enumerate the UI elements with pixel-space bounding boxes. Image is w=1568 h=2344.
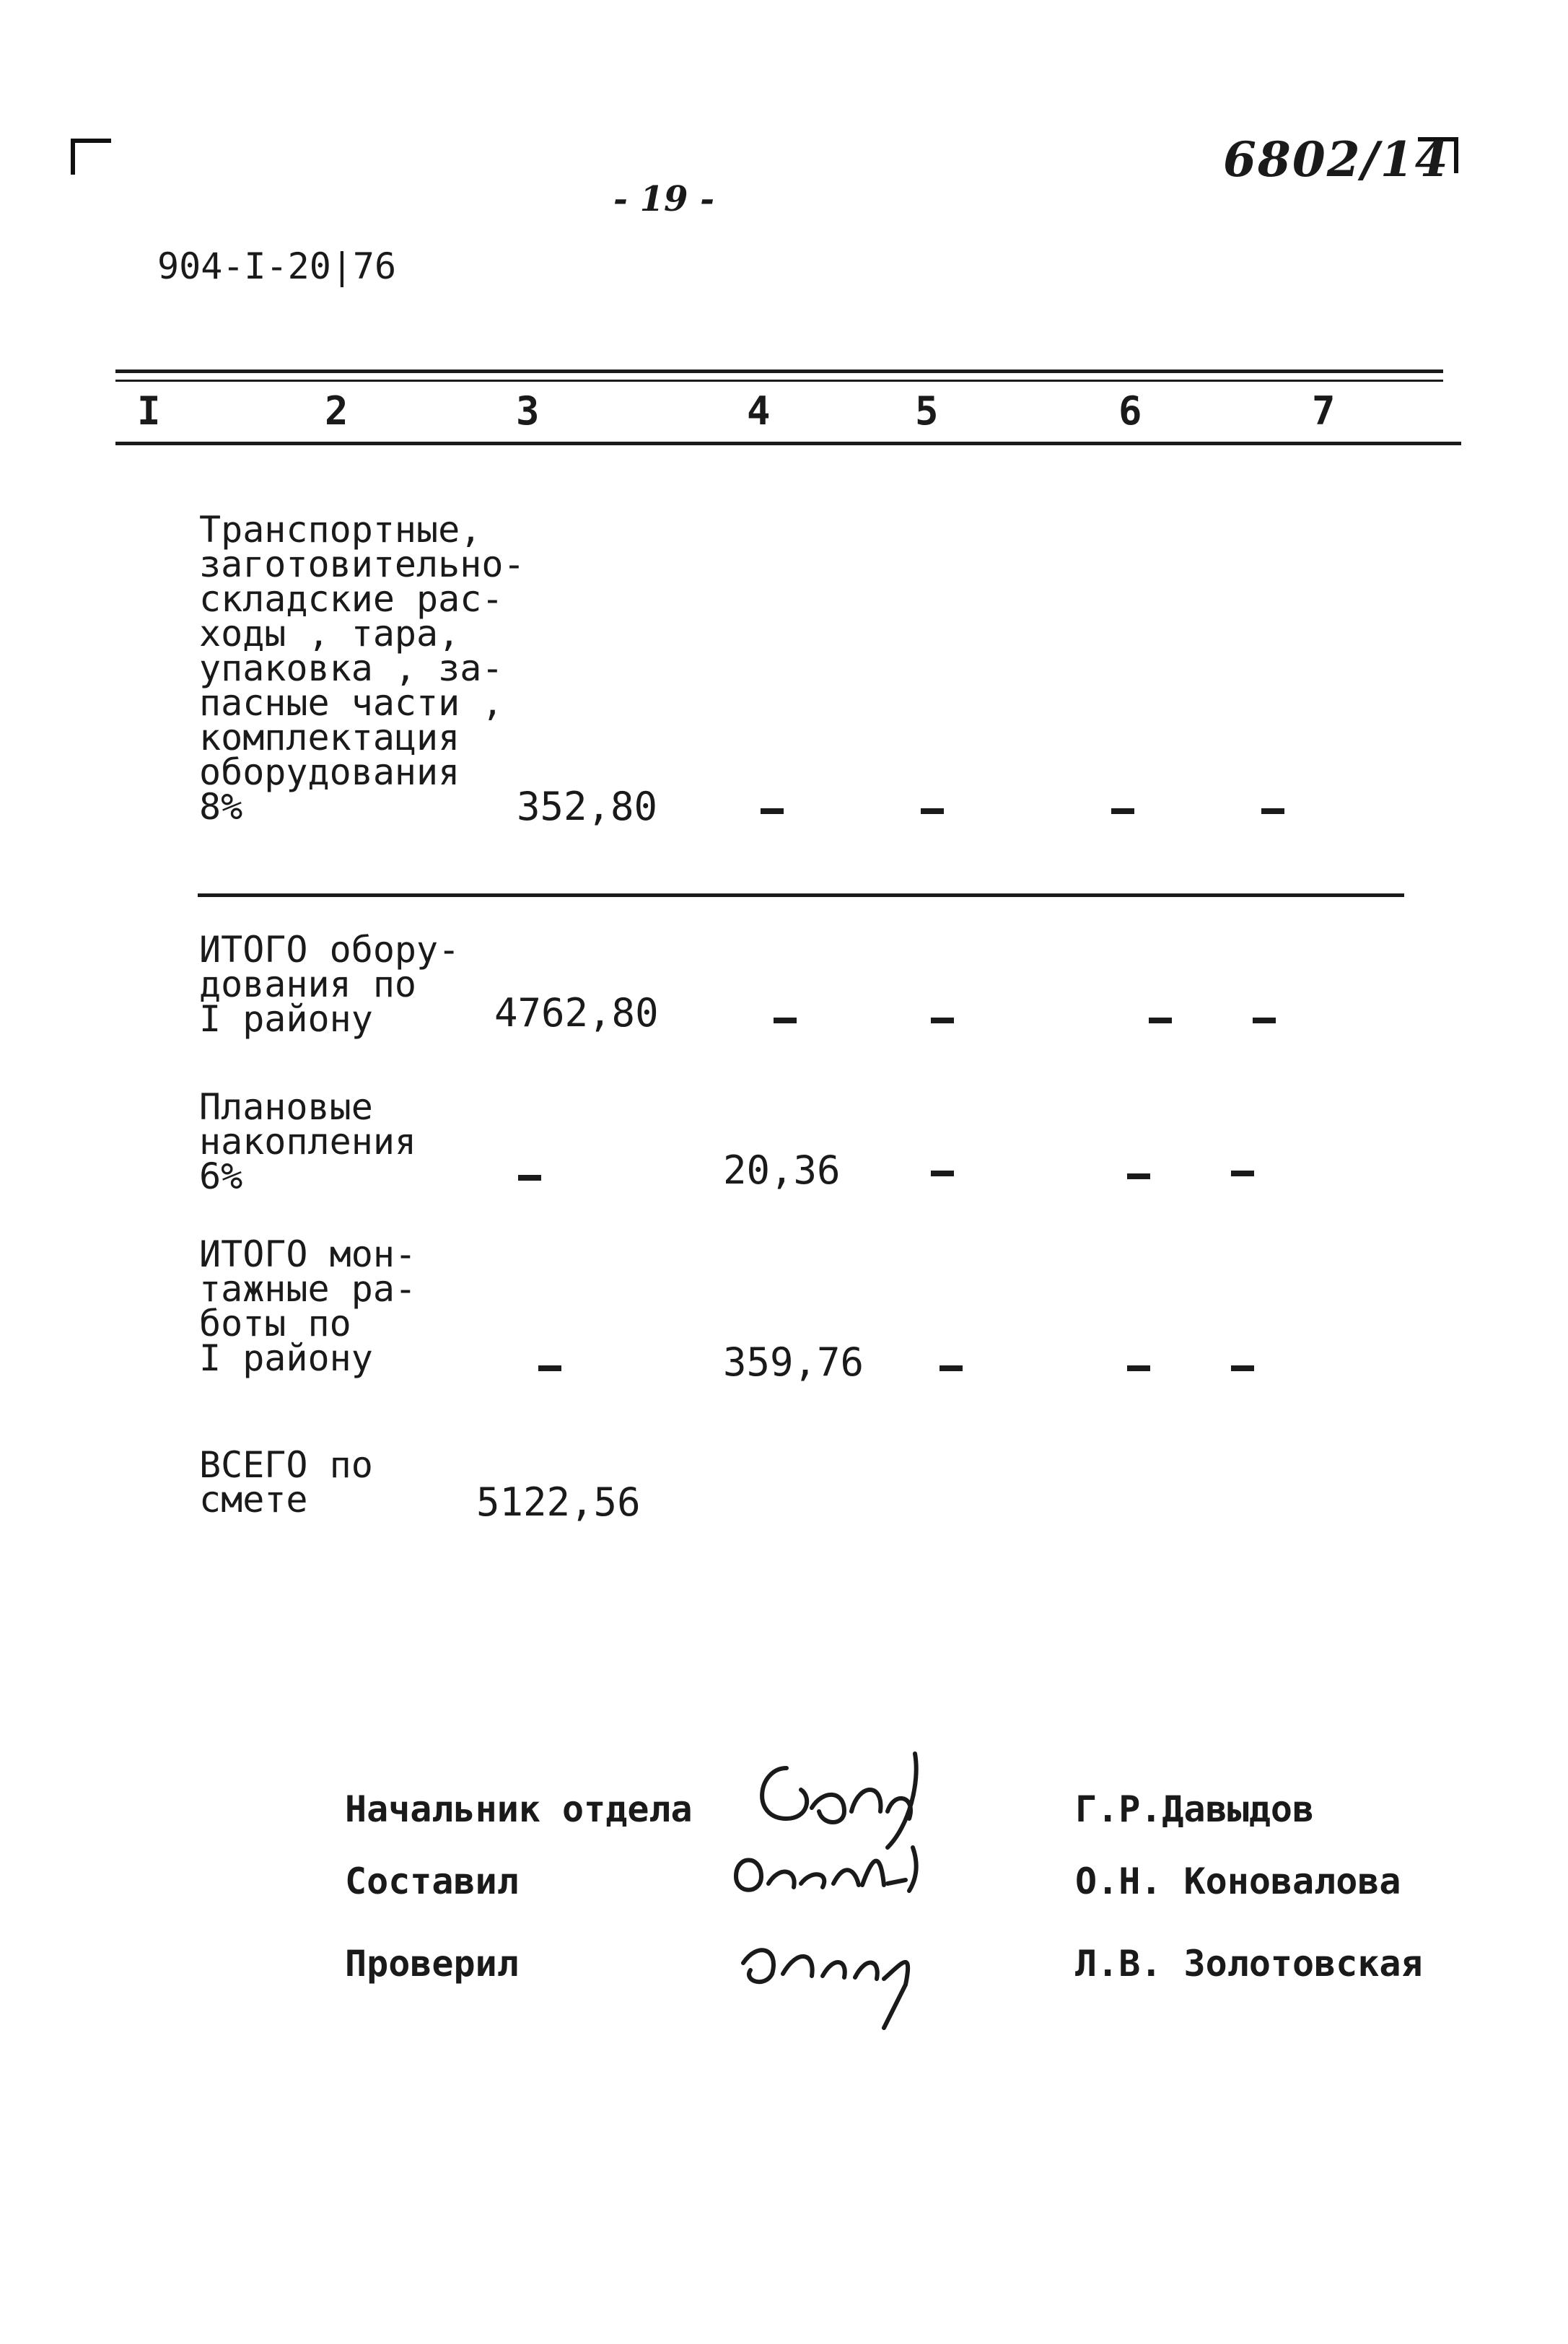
doc-code: 904-I-20|76 — [157, 245, 397, 287]
row2-col6-dash — [1149, 1018, 1172, 1023]
handwritten-signature-3 — [729, 1920, 945, 2035]
row3-col3-dash — [518, 1175, 541, 1181]
row-label-installation-total: ИТОГО мон- тажные ра- боты по I району — [199, 1233, 417, 1379]
row3-col7-dash — [1231, 1171, 1254, 1176]
stamp-number: 6802/14 — [1223, 131, 1450, 188]
signature-role-checked: Проверил — [345, 1943, 519, 1985]
row2-col7-dash — [1253, 1018, 1276, 1023]
table-top-rule — [115, 369, 1443, 373]
signature-role-head: Начальник отдела — [345, 1788, 693, 1830]
page-number: - 19 - — [613, 179, 715, 219]
signature-name-checked: Л.В. Золотовская — [1075, 1943, 1423, 1985]
signature-role-compiled: Составил — [345, 1860, 519, 1902]
row1-col5-dash — [921, 808, 944, 814]
row4-col7-dash — [1231, 1365, 1254, 1371]
column-header-7: 7 — [1312, 388, 1336, 434]
column-header-3: 3 — [516, 388, 540, 434]
row4-col5-dash — [940, 1365, 963, 1371]
row-label-planned-savings: Плановые накопления 6% — [199, 1086, 417, 1197]
table-header-bottom-rule — [115, 442, 1461, 445]
row1-col7-dash — [1261, 808, 1284, 814]
row4-col6-dash — [1127, 1365, 1150, 1371]
signature-name-compiled: О.Н. Коновалова — [1075, 1860, 1401, 1902]
row4-col4-value: 359,76 — [723, 1339, 864, 1385]
row3-col4-value: 20,36 — [723, 1147, 841, 1193]
row3-col6-dash — [1127, 1173, 1150, 1179]
subtotal-rule — [198, 893, 1404, 897]
column-header-2: 2 — [325, 388, 349, 434]
row1-col4-dash — [761, 808, 784, 814]
corner-mark-top-left — [71, 139, 111, 175]
column-header-4: 4 — [747, 388, 771, 434]
row-label-transport-costs: Транспортные, заготовительно- складские рас- ходы , тара, упаковка , за- пасные части , комплектация оборудования 8% — [199, 509, 525, 828]
handwritten-signature-1 — [743, 1739, 938, 1855]
column-header-5: 5 — [915, 388, 939, 434]
row3-col5-dash — [931, 1171, 954, 1176]
row2-col5-dash — [931, 1018, 954, 1023]
row-label-equipment-total: ИТОГО обору- дования по I району — [199, 929, 460, 1040]
row4-col3-dash — [538, 1365, 561, 1371]
handwritten-signature-2 — [729, 1840, 945, 1905]
row1-col6-dash — [1111, 808, 1134, 814]
row5-col3-value: 5122,56 — [476, 1479, 641, 1525]
row2-col4-dash — [774, 1018, 797, 1023]
column-header-1: I — [137, 388, 161, 434]
row2-col3-value: 4762,80 — [494, 990, 659, 1036]
row-label-grand-total: ВСЕГО по смете — [199, 1444, 373, 1521]
row1-col3-value: 352,80 — [517, 784, 658, 829]
signature-name-head: Г.Р.Давыдов — [1075, 1788, 1315, 1830]
table-top-rule-2 — [115, 380, 1443, 382]
column-header-6: 6 — [1118, 388, 1142, 434]
